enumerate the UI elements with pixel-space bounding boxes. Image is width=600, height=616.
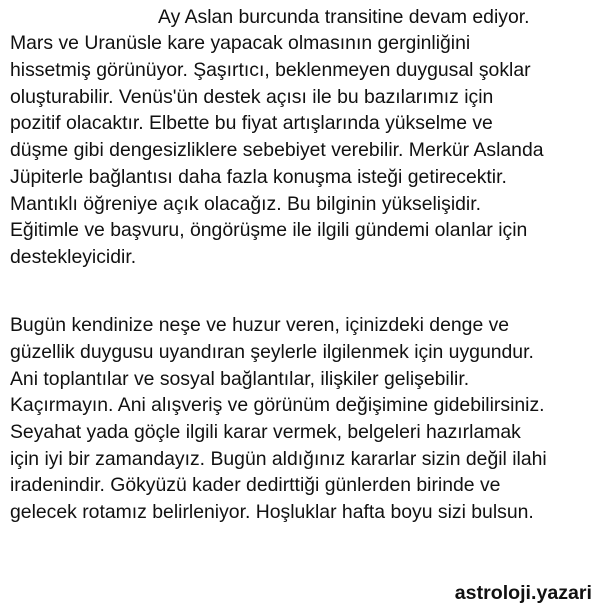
author-signature: astroloji.yazari — [454, 582, 592, 604]
text-line: oluşturabilir. Venüs'ün destek açısı ile bu bazılarımız için — [10, 86, 494, 108]
text-line: Mars ve Uranüsle kare yapacak olmasının gerginliğini — [10, 32, 471, 54]
text-line: Mantıklı öğreniye açık olacağız. Bu bilginin yükselişidir. — [10, 193, 481, 215]
text-line: Eğitimle ve başvuru, öngörüşme ile ilgili gündemi olanlar için — [10, 219, 528, 241]
text-line: destekleyicidir. — [10, 246, 137, 268]
text-line: düşme gibi dengesizliklere sebebiyet verebilir. Merkür Aslanda — [10, 139, 544, 161]
text-line: Ay Aslan burcunda transitine devam ediyor. — [158, 6, 530, 28]
text-line: Jüpiterle bağlantısı daha fazla konuşma isteği getirecektir. — [10, 166, 507, 188]
text-line: gelecek rotamız belirleniyor. Hoşluklar hafta boyu sizi bulsun. — [10, 501, 534, 523]
text-line: Seyahat yada göçle ilgili karar vermek, belgeleri hazırlamak — [10, 421, 521, 443]
text-line: Kaçırmayın. Ani alışveriş ve görünüm değişimine gidebilirsiniz. — [10, 394, 545, 416]
text-line: Bugün kendinize neşe ve huzur veren, içinizdeki denge ve — [10, 314, 510, 336]
text-line: pozitif olacaktır. Elbette bu fiyat artışlarında yükselme ve — [10, 112, 493, 134]
text-line: iradenindir. Gökyüzü kader dedirttiği günlerden birinde ve — [10, 474, 501, 496]
text-line: güzellik duygusu uyandıran şeylerle ilgilenmek için uygundur. — [10, 341, 534, 363]
text-line: Ani toplantılar ve sosyal bağlantılar, ilişkiler gelişebilir. — [10, 368, 470, 390]
text-line: için iyi bir zamandayız. Bugün aldığınız kararlar sizin değil ilahi — [10, 448, 547, 470]
text-line: hissetmiş görünüyor. Şaşırtıcı, beklenmeyen duygusal şoklar — [10, 59, 531, 81]
